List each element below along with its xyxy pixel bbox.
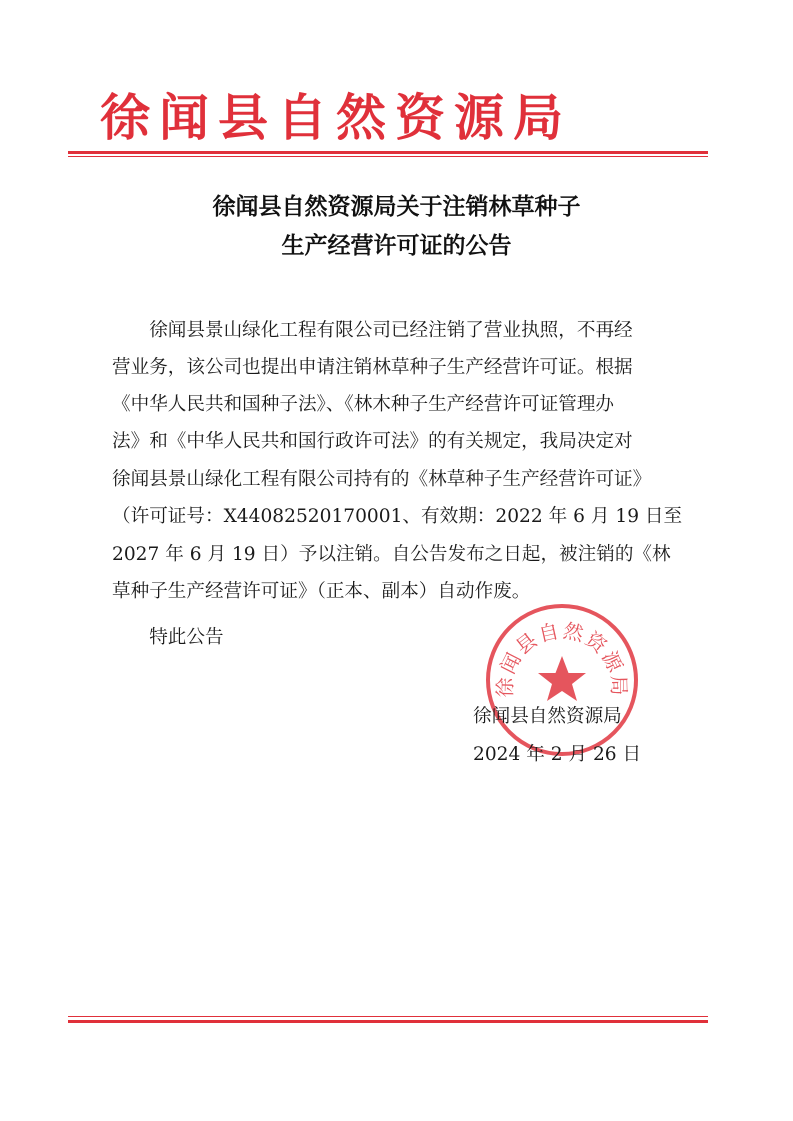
body-line-8: 草种子生产经营许可证》（正本、副本）自动作废。 bbox=[112, 581, 531, 602]
letterhead-title: 徐闻县自然资源局 bbox=[100, 88, 572, 147]
letterhead-rule-thin bbox=[68, 156, 708, 157]
body-line-3: 《中华人民共和国种子法》、《林木种子生产经营许可证管理办 bbox=[112, 394, 615, 415]
body-line-5: 徐闻县景山绿化工程有限公司持有的《林草种子生产经营许可证》 bbox=[112, 469, 652, 490]
body-line-1: 徐闻县景山绿化工程有限公司已经注销了营业执照，不再经 bbox=[112, 320, 633, 341]
signature-date: 2024 年 2 月 26 日 bbox=[473, 744, 642, 765]
signature-agency: 徐闻县自然资源局 bbox=[473, 706, 622, 727]
body-line-2: 营业务，该公司也提出申请注销林草种子生产经营许可证。根据 bbox=[112, 357, 633, 378]
seal-star-icon bbox=[538, 656, 586, 701]
footer-rule-thick bbox=[68, 1020, 708, 1023]
official-seal bbox=[484, 602, 640, 758]
seal-text-path: 徐闻县自然资源局 bbox=[492, 618, 632, 698]
body-line-closing: 特此公告 bbox=[112, 627, 224, 648]
body-line-6: （许可证号：X44082520170001、有效期：2022 年 6 月 19 日至 bbox=[112, 506, 683, 527]
footer-rule-thin bbox=[68, 1016, 708, 1017]
body-line-7: 2027 年 6 月 19 日）予以注销。自公告发布之日起，被注销的《林 bbox=[112, 544, 671, 565]
letterhead-rule-thick bbox=[68, 151, 708, 154]
notice-title-line-1: 徐闻县自然资源局关于注销林草种子 bbox=[212, 193, 581, 220]
body-line-4: 法》和《中华人民共和国行政许可法》的有关规定，我局决定对 bbox=[112, 431, 633, 452]
notice-title-line-2: 生产经营许可证的公告 bbox=[281, 232, 512, 259]
